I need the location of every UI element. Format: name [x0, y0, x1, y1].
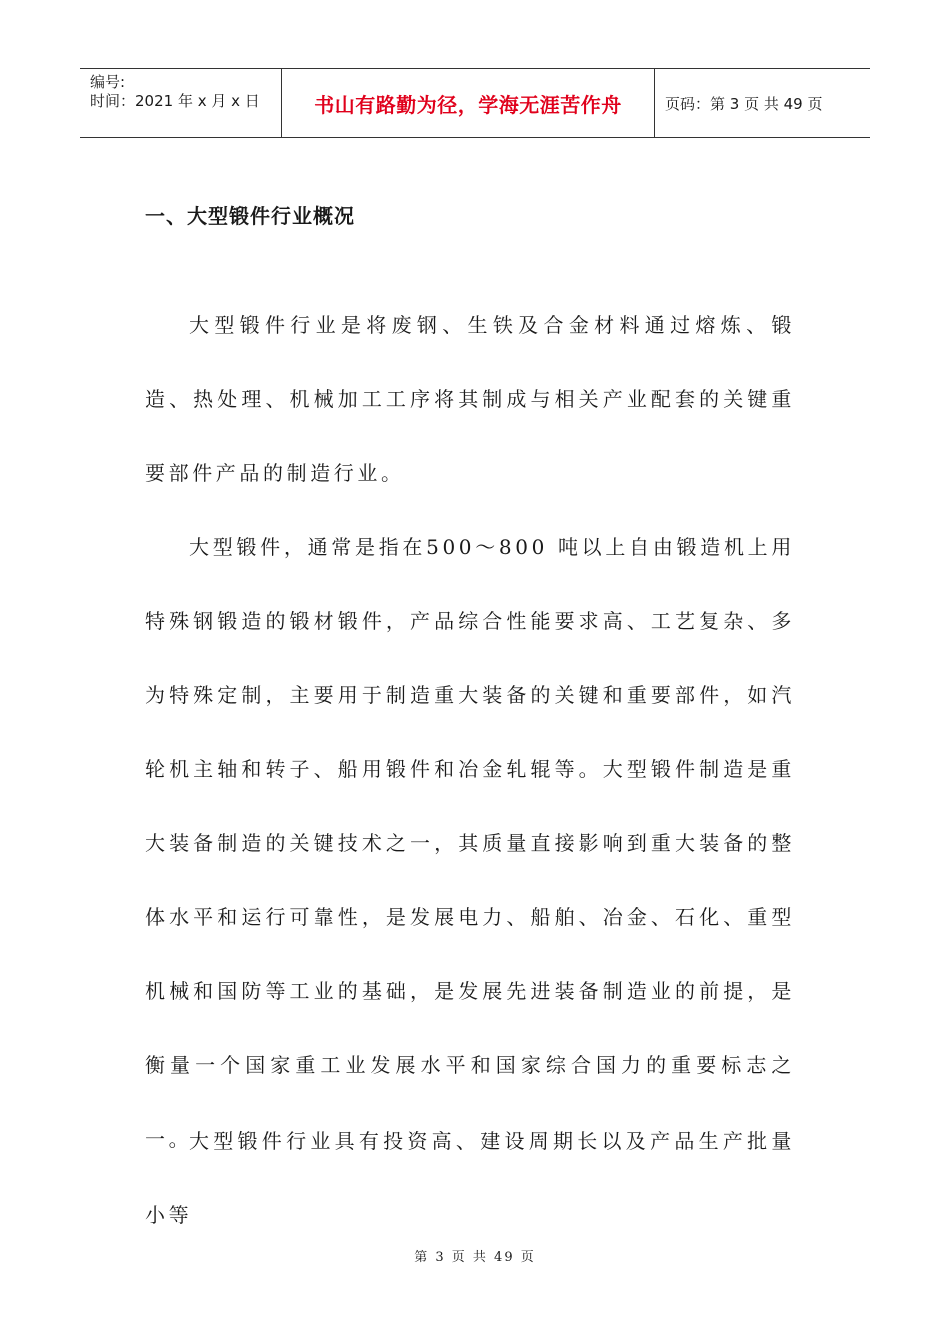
body-paragraph: 大型锻件，通常是指在500～800 吨以上自由锻造机上用特殊钢锻造的锻材锻件，产品综合性能要求高、工艺复杂、多为特殊定制，主要用于制造重大装备的关键和重要部件，如汽轮机主轴和转子、船用锻件和冶金轧辊等。大型锻件制造是重大装备制造的关键技术之一，其质量直接影响到重大装备的整体水平和运行可靠性，是发展电力、船舶、冶金、石化、重型机械和国防等工业的基础，是发展先进装备制造业的前提，是衡量一个国家重工业发展水平和国家综合国力的重要标志之一。: [145, 535, 795, 1151]
number-label: 编号:: [90, 73, 126, 91]
motto-text: 书山有路勤为径，学海无涯苦作舟: [314, 92, 622, 117]
header-motto-cell: [281, 69, 655, 137]
header-page-cell: [655, 69, 870, 137]
document-header: [80, 68, 870, 138]
section-title: 一、大型锻件行业概况: [145, 204, 355, 228]
header-meta-cell: [80, 69, 281, 137]
page-footer: 第 3 页 共 49 页: [414, 1250, 536, 1265]
page-number-label: 页码：第 3 页 共 49 页: [665, 94, 823, 113]
date-label: 时间：2021 年 x 月 x 日: [90, 92, 260, 110]
body-paragraph: 大型锻件行业具有投资高、建设周期长以及产品生产批量小等: [145, 1129, 795, 1227]
body-paragraph: 大型锻件行业是将废钢、生铁及合金材料通过熔炼、锻造、热处理、机械加工工序将其制成与相关产业配套的关键重要部件产品的制造行业。: [145, 313, 795, 485]
